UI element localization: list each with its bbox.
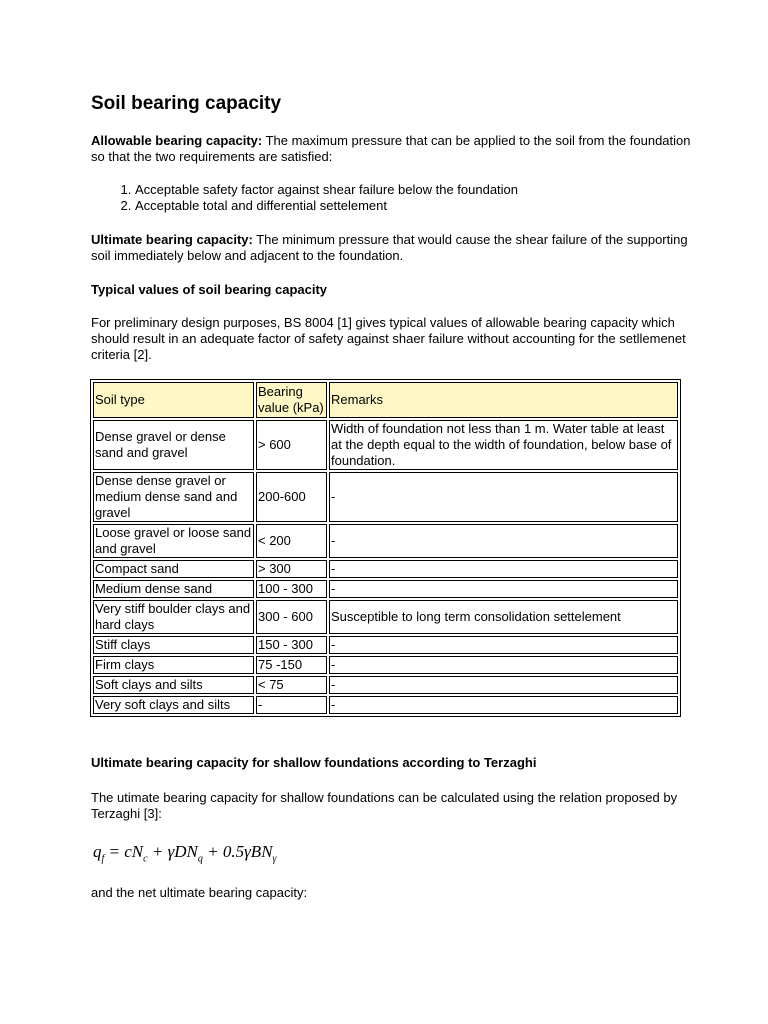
table-cell: Compact sand <box>93 560 254 578</box>
table-cell: Very soft clays and silts <box>93 696 254 714</box>
table-cell: Dense dense gravel or medium dense sand and gravel <box>93 472 254 522</box>
net-capacity-text: and the net ultimate bearing capacity: <box>91 885 308 900</box>
table-cell: Susceptible to long term consolidation settelement <box>329 600 678 634</box>
table-row <box>93 676 678 694</box>
table-cell: - <box>329 472 678 522</box>
typical-values-text: For preliminary design purposes, BS 8004 [1] gives typical values of allowable bearing capacity which should result in an adequate factor of safety against shaer failure without accounting for the setllemenet criteria [2]. <box>91 315 686 362</box>
column-header: Remarks <box>329 382 678 418</box>
table-cell: < 200 <box>256 524 327 558</box>
typical-values-heading: Typical values of soil bearing capacity <box>91 282 328 297</box>
table-cell: 100 - 300 <box>256 580 327 598</box>
table-cell: Stiff clays <box>93 636 254 654</box>
formula-subscript: q <box>197 853 203 865</box>
table-cell: - <box>329 560 678 578</box>
terzaghi-heading: Ultimate bearing capacity for shallow foundations according to Terzaghi <box>91 755 537 770</box>
table-cell: - <box>256 696 327 714</box>
page-title: Soil bearing capacity <box>91 93 282 114</box>
requirements-list <box>91 182 695 214</box>
table-row <box>93 472 678 522</box>
table-row <box>93 696 678 714</box>
table-cell: Loose gravel or loose sand and gravel <box>93 524 254 558</box>
table-cell: - <box>329 580 678 598</box>
ultimate-text: The minimum pressure that would cause the shear failure of the supporting soil immediately below and adjacent to the foundation. <box>91 232 688 263</box>
table-row <box>93 580 678 598</box>
table-cell: 300 - 600 <box>256 600 327 634</box>
column-header: Bearing value (kPa) <box>256 382 327 418</box>
formula-part: = cN <box>104 842 144 861</box>
table-row <box>93 656 678 674</box>
formula-part: q <box>93 842 102 861</box>
formula-subscript: f <box>101 853 105 865</box>
table-cell: Soft clays and silts <box>93 676 254 694</box>
table-cell: Width of foundation not less than 1 m. Water table at least at the depth equal to the width of foundation, below base of foundation. <box>329 420 678 470</box>
table-row <box>93 560 678 578</box>
terzaghi-text: The utimate bearing capacity for shallow foundations can be calculated using the relation proposed by Terzaghi [3]: <box>91 790 678 821</box>
table-cell: Very stiff boulder clays and hard clays <box>93 600 254 634</box>
table-cell: Dense gravel or dense sand and gravel <box>93 420 254 470</box>
formula-part: + 0.5γBN <box>202 842 273 861</box>
table-cell: - <box>329 676 678 694</box>
table-row <box>93 600 678 634</box>
table-cell: - <box>329 656 678 674</box>
allowable-term: Allowable bearing capacity: <box>91 133 263 148</box>
list-item: 2. Acceptable total and differential settelement <box>135 198 695 214</box>
table-header-row <box>93 382 678 418</box>
table-cell: < 75 <box>256 676 327 694</box>
formula-part: + γDN <box>147 842 198 861</box>
table-cell: > 300 <box>256 560 327 578</box>
formula-subscript: c <box>143 853 148 865</box>
table-cell: - <box>329 524 678 558</box>
table-cell: - <box>329 636 678 654</box>
list-item: 1. Acceptable safety factor against shear failure below the foundation <box>135 182 695 198</box>
allowable-text: The maximum pressure that can be applied to the soil from the foundation so that the two requirements are satisfied: <box>91 133 691 164</box>
table-row <box>93 524 678 558</box>
column-header: Soil type <box>93 382 254 418</box>
table-cell: - <box>329 696 678 714</box>
table-row <box>93 420 678 470</box>
table-cell: 200-600 <box>256 472 327 522</box>
allowable-definition <box>91 133 691 165</box>
table-row <box>93 636 678 654</box>
table-cell: Firm clays <box>93 656 254 674</box>
table-cell: 75 -150 <box>256 656 327 674</box>
table-cell: Medium dense sand <box>93 580 254 598</box>
ultimate-term: Ultimate bearing capacity: <box>91 232 253 247</box>
ultimate-definition <box>91 232 691 264</box>
terzaghi-formula <box>93 840 277 871</box>
table-cell: > 600 <box>256 420 327 470</box>
table-cell: 150 - 300 <box>256 636 327 654</box>
bearing-capacity-table <box>90 379 681 717</box>
formula-subscript: γ <box>272 853 277 865</box>
